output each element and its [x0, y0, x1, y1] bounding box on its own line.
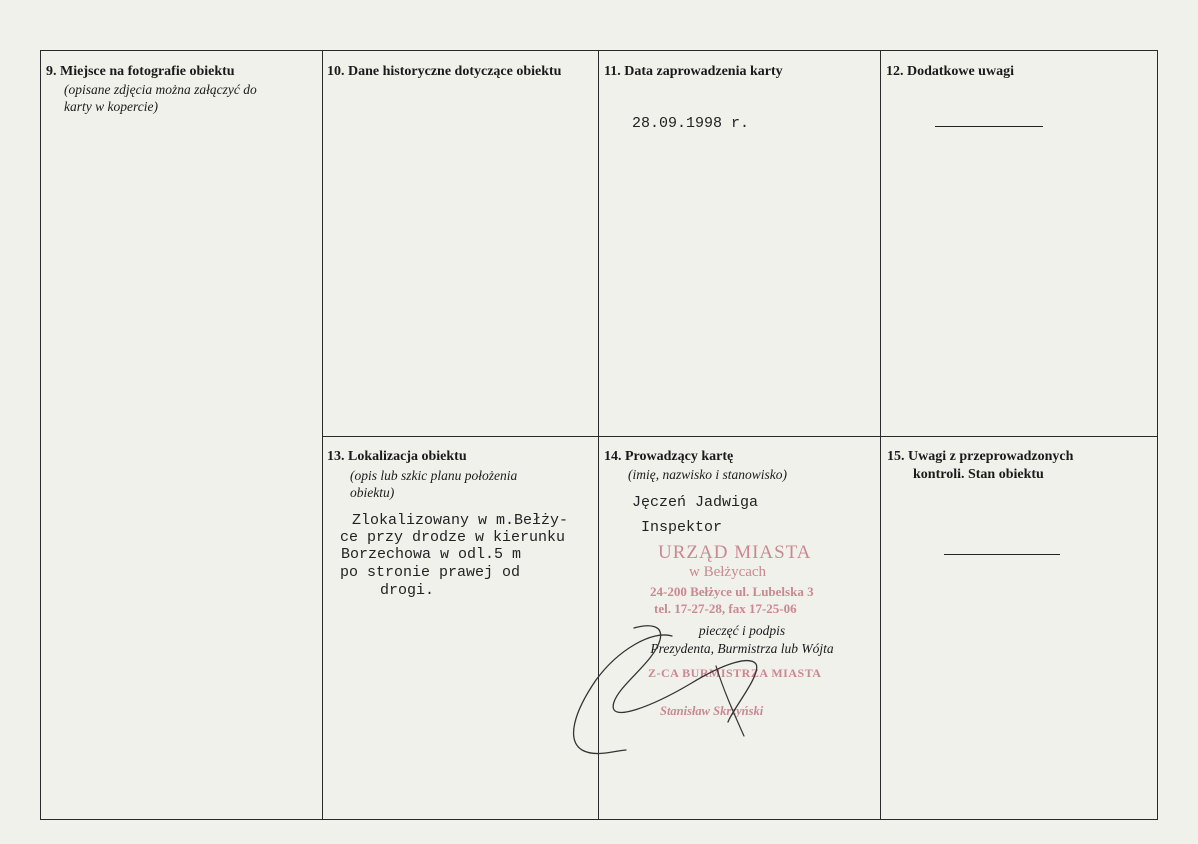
stamp-deputy: Z-CA BURMISTRZA MIASTA	[648, 666, 822, 680]
field-13-text-line: po stronie prawej od	[340, 564, 521, 581]
field-12-title: 12. Dodatkowe uwagi	[886, 64, 1014, 79]
field-14-position: Inspektor	[641, 519, 723, 536]
field-15-title: kontroli. Stan obiektu	[913, 467, 1044, 482]
signature-caption: Prezydenta, Burmistrza lub Wójta	[650, 641, 834, 656]
field-11-date: 28.09.1998 r.	[632, 115, 750, 132]
empty-field-dash	[935, 126, 1043, 127]
field-14-note: (imię, nazwisko i stanowisko)	[628, 467, 787, 482]
field-9-title: 9. Miejsce na fotografie obiektu	[46, 64, 235, 79]
field-9-note: (opisane zdjęcia można załączyć do	[64, 82, 257, 97]
field-13-note: obiektu)	[350, 485, 395, 500]
stamp-office: URZĄD MIASTA	[658, 542, 812, 563]
field-13-note: (opis lub szkic planu położenia	[350, 468, 518, 483]
stamp-phone: tel. 17-27-28, fax 17-25-06	[654, 601, 797, 616]
row-divider	[322, 436, 1157, 437]
field-10-title: 10. Dane historyczne dotyczące obiektu	[327, 64, 562, 79]
field-11-title: 11. Data zaprowadzenia karty	[604, 64, 783, 79]
stamp-town: w Bełżycach	[689, 564, 767, 580]
field-9-note: karty w kopercie)	[64, 99, 158, 114]
field-15-title: 15. Uwagi z przeprowadzonych	[887, 449, 1074, 464]
field-13-title: 13. Lokalizacja obiektu	[327, 449, 467, 464]
field-13-text-line: drogi.	[380, 582, 435, 599]
field-14-name: Jęczeń Jadwiga	[632, 494, 759, 511]
field-13-text-line: Zlokalizowany w m.Bełży-	[352, 512, 569, 529]
signature-caption: pieczęć i podpis	[698, 623, 786, 638]
field-13-text-line: Borzechowa w odl.5 m	[341, 546, 522, 563]
field-13-text-line: ce przy drodze w kierunku	[340, 529, 566, 546]
stamp-address: 24-200 Bełżyce ul. Lubelska 3	[650, 584, 814, 599]
column-divider	[322, 51, 323, 819]
stamp-person: Stanisław Skrzyński	[660, 704, 764, 718]
column-divider	[880, 51, 881, 819]
empty-field-dash	[944, 554, 1060, 555]
field-14-title: 14. Prowadzący kartę	[604, 449, 734, 464]
handwritten-signature	[560, 600, 790, 770]
